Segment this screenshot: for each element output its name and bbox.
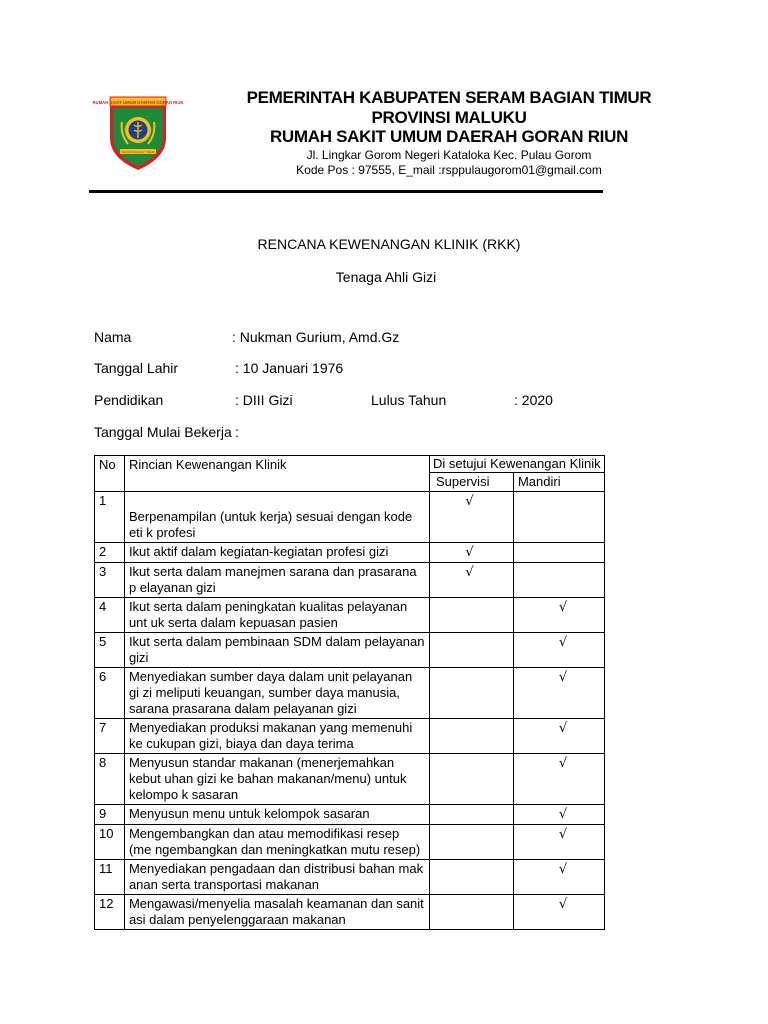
row-number: 2 bbox=[95, 543, 125, 563]
row-mandiri bbox=[513, 860, 604, 895]
row-rincian-text: Berpenampilan (untuk kerja) sesuai dengan kode eti k profesi bbox=[128, 509, 413, 540]
row-supervisi bbox=[429, 668, 513, 719]
row-mandiri bbox=[513, 719, 604, 754]
row-supervisi bbox=[429, 805, 513, 825]
table-row bbox=[95, 543, 605, 563]
check-mark-icon: √ bbox=[465, 494, 474, 509]
check-mark-icon: √ bbox=[558, 862, 568, 877]
row-mandiri bbox=[513, 633, 604, 668]
row-supervisi bbox=[429, 492, 513, 543]
letterhead-contact: Kode Pos : 97555, E_mail :rsppulaugorom01@gmail.com bbox=[296, 163, 602, 177]
row-number: 7 bbox=[95, 719, 125, 754]
check-mark-icon: √ bbox=[558, 721, 568, 736]
table-row bbox=[95, 492, 605, 543]
row-number: 5 bbox=[95, 633, 125, 668]
row-mandiri bbox=[513, 668, 604, 719]
row-rincian: Ikut aktif dalam kegiatan-kegiatan profesi gizi bbox=[124, 543, 429, 563]
check-mark-icon: √ bbox=[558, 897, 568, 912]
table-row bbox=[95, 860, 605, 895]
row-supervisi bbox=[429, 543, 513, 563]
row-number: 10 bbox=[95, 825, 125, 860]
table-header-row bbox=[95, 456, 605, 473]
row-mandiri bbox=[513, 563, 604, 598]
row-supervisi bbox=[429, 754, 513, 805]
check-mark-icon: √ bbox=[558, 756, 568, 771]
svg-text:SERAM BAGIAN TIMUR: SERAM BAGIAN TIMUR bbox=[121, 150, 155, 154]
row-mandiri bbox=[513, 825, 604, 860]
check-mark-icon: √ bbox=[558, 827, 568, 842]
table-row bbox=[95, 719, 605, 754]
table-row bbox=[95, 825, 605, 860]
header-rincian: Rincian Kewenangan Klinik bbox=[124, 456, 429, 492]
row-rincian: Ikut serta dalam pembinaan SDM dalam pelayanan gizi bbox=[124, 633, 429, 668]
hospital-logo bbox=[92, 94, 184, 172]
header-mandiri: Mandiri bbox=[513, 473, 604, 492]
row-rincian: Ikut serta dalam manejmen sarana dan prasarana p elayanan gizi bbox=[124, 563, 429, 598]
tanggal-lahir-value: : 10 Januari 1976 bbox=[235, 360, 344, 376]
row-rincian: Menyediakan sumber daya dalam unit pelayanan gi zi meliputi keuangan, sumber daya manusia, sarana prasarana dalam pelayanan gizi bbox=[124, 668, 429, 719]
row-supervisi bbox=[429, 563, 513, 598]
table-row bbox=[95, 633, 605, 668]
letterhead-divider bbox=[89, 190, 603, 193]
row-number: 3 bbox=[95, 563, 125, 598]
row-rincian bbox=[124, 492, 429, 543]
row-number: 12 bbox=[95, 895, 125, 930]
row-mandiri bbox=[513, 598, 604, 633]
row-rincian: Menyusun menu untuk kelompok sasaran bbox=[124, 805, 429, 825]
table-row bbox=[95, 805, 605, 825]
header-supervisi: Supervisi bbox=[429, 473, 513, 492]
nama-value: : Nukman Gurium, Amd.Gz bbox=[232, 329, 400, 345]
row-rincian: Menyediakan pengadaan dan distribusi bahan mak anan serta transportasi makanan bbox=[124, 860, 429, 895]
row-number: 6 bbox=[95, 668, 125, 719]
tanggal-mulai-label: Tanggal Mulai Bekerja bbox=[94, 424, 232, 440]
letterhead-line1: PEMERINTAH KABUPATEN SERAM BAGIAN TIMUR bbox=[246, 88, 652, 107]
row-rincian: Mengembangkan dan atau memodifikasi resep (me ngembangkan dan meningkatkan mutu resep) bbox=[124, 825, 429, 860]
letterhead-line2: PROVINSI MALUKU bbox=[371, 108, 527, 127]
pendidikan-label: Pendidikan bbox=[94, 392, 164, 408]
kewenangan-table bbox=[94, 455, 605, 930]
nama-label: Nama bbox=[94, 329, 132, 345]
table-row bbox=[95, 754, 605, 805]
row-mandiri bbox=[513, 754, 604, 805]
row-number: 1 bbox=[95, 492, 125, 543]
row-number: 8 bbox=[95, 754, 125, 805]
check-mark-icon: √ bbox=[465, 565, 474, 580]
pendidikan-value: : DIII Gizi bbox=[235, 392, 293, 408]
row-supervisi bbox=[429, 633, 513, 668]
table-row bbox=[95, 668, 605, 719]
check-mark-icon: √ bbox=[558, 600, 568, 615]
row-supervisi bbox=[429, 825, 513, 860]
row-supervisi bbox=[429, 598, 513, 633]
letterhead-line3: RUMAH SAKIT UMUM DAERAH GORAN RIUN bbox=[269, 127, 629, 146]
row-supervisi bbox=[429, 860, 513, 895]
check-mark-icon: √ bbox=[558, 670, 568, 685]
row-supervisi bbox=[429, 895, 513, 930]
row-rincian: Menyediakan produksi makanan yang memenuhi ke cukupan gizi, biaya dan daya terima bbox=[124, 719, 429, 754]
row-number: 11 bbox=[95, 860, 125, 895]
check-mark-icon: √ bbox=[465, 545, 474, 560]
row-rincian: Mengawasi/menyelia masalah keamanan dan sanit asi dalam penyelenggaraan makanan bbox=[124, 895, 429, 930]
check-mark-icon: √ bbox=[558, 635, 568, 650]
row-rincian: Menyusun standar makanan (menerjemahkan kebut uhan gizi ke bahan makanan/menu) untuk kelompo k sasaran bbox=[124, 754, 429, 805]
row-mandiri bbox=[513, 895, 604, 930]
table-row bbox=[95, 895, 605, 930]
table-row bbox=[95, 598, 605, 633]
row-supervisi bbox=[429, 719, 513, 754]
lulus-tahun-label: Lulus Tahun bbox=[371, 392, 447, 408]
svg-text:RUMAH SAKIT UMUM DAERAH GORAN: RUMAH SAKIT UMUM DAERAH GORAN RIUN bbox=[92, 100, 184, 105]
row-number: 4 bbox=[95, 598, 125, 633]
row-mandiri bbox=[513, 543, 604, 563]
document-subtitle: Tenaga Ahli Gizi bbox=[335, 269, 437, 285]
table-row bbox=[95, 563, 605, 598]
row-number: 9 bbox=[95, 805, 125, 825]
row-mandiri bbox=[513, 492, 604, 543]
tanggal-mulai-value: : bbox=[235, 424, 239, 440]
lulus-tahun-value: : 2020 bbox=[514, 392, 553, 408]
letterhead-address: Jl. Lingkar Gorom Negeri Kataloka Kec. Pulau Gorom bbox=[306, 148, 592, 162]
document-title: RENCANA KEWENANGAN KLINIK (RKK) bbox=[257, 236, 521, 252]
row-mandiri bbox=[513, 805, 604, 825]
header-no: No bbox=[95, 456, 125, 492]
tanggal-lahir-label: Tanggal Lahir bbox=[94, 360, 179, 376]
check-mark-icon: √ bbox=[558, 807, 568, 822]
header-approved: Di setujui Kewenangan Klinik bbox=[429, 456, 604, 473]
row-rincian: Ikut serta dalam peningkatan kualitas pelayanan unt uk serta dalam kepuasan pasien bbox=[124, 598, 429, 633]
